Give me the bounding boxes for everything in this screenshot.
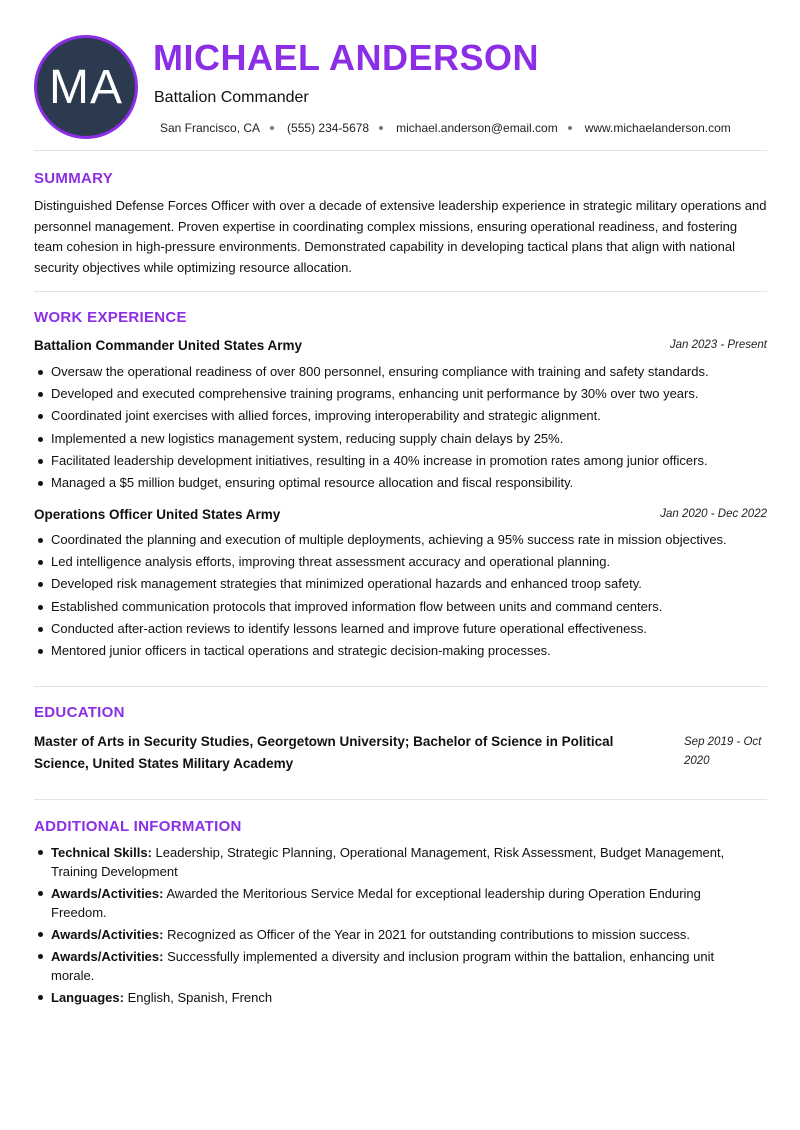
list-item: Developed and executed comprehensive training programs, enhancing unit performance by 30% over two years. xyxy=(34,383,767,405)
degree-title: Master of Arts in Security Studies, Georgetown University; Bachelor of Science in Political Science, United States Military Academy xyxy=(34,734,614,771)
contact-email[interactable]: michael.anderson@email.com xyxy=(396,121,558,135)
contact-phone: (555) 234-5678 xyxy=(287,121,370,135)
separator-dot-icon xyxy=(379,126,383,130)
avatar-initials: MA xyxy=(49,60,123,114)
job-bullet-list xyxy=(34,361,767,494)
summary-text: Distinguished Defense Forces Officer with over a decade of extensive leadership experience in strategic military operations and personnel management. Proven expertise in coordinating complex missions, ensuring operational readiness, and fostering team cohesion in high-pressure environments. Demonstrated capability in developing tactical plans that align with national security objectives while optimizing resource allocation. xyxy=(34,198,767,275)
list-item: Coordinated joint exercises with allied forces, improving interoperability and strategic alignment. xyxy=(34,405,767,427)
item-label: Awards/Activities: xyxy=(51,886,164,901)
item-text: Leadership, Strategic Planning, Operational Management, Risk Assessment, Budget Management, Training Development xyxy=(51,845,725,879)
item-text: Awarded the Meritorious Service Medal for exceptional leadership during Operation Enduring Freedom. xyxy=(51,886,701,920)
job-date: Jan 2020 - Dec 2022 xyxy=(660,508,767,520)
item-label: Awards/Activities: xyxy=(51,927,164,942)
list-item xyxy=(34,947,754,985)
list-item: Developed risk management strategies that minimized operational hazards and enhanced troop safety. xyxy=(34,573,767,595)
list-item: Conducted after-action reviews to identify lessons learned and improve future operational effectiveness. xyxy=(34,618,767,640)
list-item: Facilitated leadership development initiatives, resulting in a 40% increase in promotion rates among junior officers. xyxy=(34,450,767,472)
summary-heading: SUMMARY xyxy=(34,170,114,187)
contact-website[interactable]: www.michaelanderson.com xyxy=(584,121,731,135)
job-title: Operations Officer United States Army xyxy=(34,507,281,522)
job-role: Battalion Commander xyxy=(154,89,309,106)
list-item: Oversaw the operational readiness of over 800 personnel, ensuring compliance with training and safety standards. xyxy=(34,361,767,383)
section-divider xyxy=(34,150,767,151)
contact-location: San Francisco, CA xyxy=(160,121,261,135)
education-date: Sep 2019 - Oct 2020 xyxy=(684,736,762,767)
contact-bar xyxy=(160,120,731,136)
work-experience-heading: WORK EXPERIENCE xyxy=(34,309,187,326)
job-bullet-list xyxy=(34,529,767,662)
list-item xyxy=(34,884,754,922)
additional-info-heading: ADDITIONAL INFORMATION xyxy=(34,818,242,835)
job-header xyxy=(34,338,767,356)
list-item xyxy=(34,988,754,1007)
list-item: Implemented a new logistics management system, reducing supply chain delays by 25%. xyxy=(34,428,767,450)
avatar xyxy=(34,35,138,139)
list-item: Managed a $5 million budget, ensuring optimal resource allocation and fiscal responsibility. xyxy=(34,472,767,494)
item-label: Languages: xyxy=(51,990,124,1005)
section-divider xyxy=(34,291,767,292)
list-item xyxy=(34,843,754,881)
separator-dot-icon xyxy=(568,126,572,130)
item-text: Recognized as Officer of the Year in 2021 for outstanding contributions to mission success. xyxy=(163,927,691,942)
job-header xyxy=(34,507,767,525)
item-text: English, Spanish, French xyxy=(123,990,273,1005)
candidate-name: MICHAEL ANDERSON xyxy=(153,37,540,78)
job-title: Battalion Commander United States Army xyxy=(34,338,303,353)
separator-dot-icon xyxy=(270,126,274,130)
section-divider xyxy=(34,799,767,800)
item-text: Successfully implemented a diversity and inclusion program within the battalion, enhancing unit morale. xyxy=(51,949,715,983)
education-heading: EDUCATION xyxy=(34,704,125,721)
list-item: Coordinated the planning and execution of multiple deployments, achieving a 95% success rate in mission objectives. xyxy=(34,529,767,551)
list-item: Led intelligence analysis efforts, improving threat assessment accuracy and operational planning. xyxy=(34,551,767,573)
additional-info-list xyxy=(34,843,754,1010)
job-date: Jan 2023 - Present xyxy=(669,339,767,351)
list-item xyxy=(34,925,754,944)
list-item: Mentored junior officers in tactical operations and strategic decision-making processes. xyxy=(34,640,767,662)
section-divider xyxy=(34,686,767,687)
item-label: Technical Skills: xyxy=(51,845,152,860)
item-label: Awards/Activities: xyxy=(51,949,164,964)
list-item: Established communication protocols that improved information flow between units and command centers. xyxy=(34,596,767,618)
